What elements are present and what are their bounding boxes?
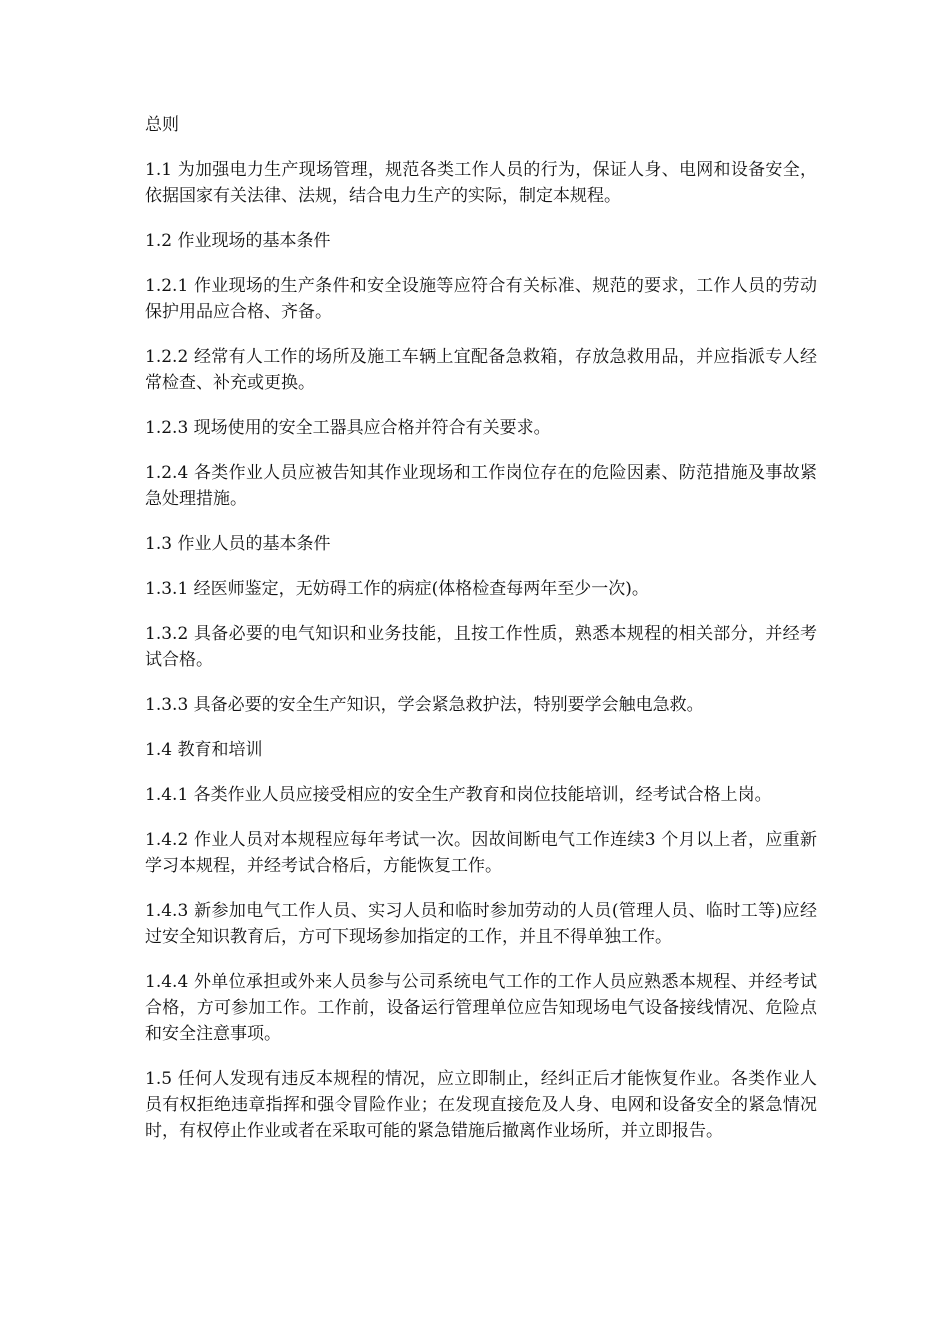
- paragraph-1-2-1: 1.2.1 作业现场的生产条件和安全设施等应符合有关标准、规范的要求，工作人员的劳动保护用品应合格、齐备。: [145, 276, 817, 322]
- paragraph-1-5: 1.5 任何人发现有违反本规程的情况，应立即制止，经纠正后才能恢复作业。各类作业人员有权拒绝违章指挥和强令冒险作业；在发现直接危及人身、电网和设备安全的紧急情况时，有权停止作业或者在采取可能的紧急错施后撤离作业场所，并立即报告。: [145, 1069, 817, 1141]
- paragraph-1-4-4: 1.4.4 外单位承担或外来人员参与公司系统电气工作的工作人员应熟悉本规程、并经考试合格，方可参加工作。工作前，设备运行管理单位应告知现场电气设备接线情况、危险点和安全注意事项。: [145, 972, 817, 1044]
- paragraph-1-4-2: 1.4.2 作业人员对本规程应每年考试一次。因故间断电气工作连续3 个月以上者，应重新学习本规程，并经考试合格后，方能恢复工作。: [145, 830, 817, 876]
- heading-1-4: 1.4 教育和培训: [145, 740, 263, 760]
- heading-1-3: 1.3 作业人员的基本条件: [145, 534, 331, 554]
- paragraph-1-4-3: 1.4.3 新参加电气工作人员、实习人员和临时参加劳动的人员(管理人员、临时工等)应经过安全知识教育后，方可下现场参加指定的工作，并且不得单独工作。: [145, 901, 817, 947]
- paragraph-1-1: 1.1 为加强电力生产现场管理，规范各类工作人员的行为，保证人身、电网和设备安全，依据国家有关法律、法规，结合电力生产的实际，制定本规程。: [145, 160, 817, 206]
- paragraph-1-3-1: 1.3.1 经医师鉴定，无妨碍工作的病症(体格检查每两年至少一次)。: [145, 579, 649, 599]
- paragraph-1-4-1: 1.4.1 各类作业人员应接受相应的安全生产教育和岗位技能培训，经考试合格上岗。: [145, 785, 772, 805]
- paragraph-1-2-4: 1.2.4 各类作业人员应被告知其作业现场和工作岗位存在的危险因素、防范措施及事故紧急处理措施。: [145, 463, 817, 509]
- paragraph-1-2-3: 1.2.3 现场使用的安全工器具应合格并符合有关要求。: [145, 418, 551, 438]
- heading-1-2: 1.2 作业现场的基本条件: [145, 231, 331, 251]
- paragraph-1-3-3: 1.3.3 具备必要的安全生产知识，学会紧急救护法，特别要学会触电急救。: [145, 695, 704, 715]
- document-title: 总则: [145, 115, 179, 135]
- paragraph-1-3-2: 1.3.2 具备必要的电气知识和业务技能，且按工作性质，熟悉本规程的相关部分，并经考试合格。: [145, 624, 817, 670]
- document-body: [145, 112, 817, 1163]
- paragraph-1-2-2: 1.2.2 经常有人工作的场所及施工车辆上宜配备急救箱，存放急救用品，并应指派专人经常检查、补充或更换。: [145, 347, 817, 393]
